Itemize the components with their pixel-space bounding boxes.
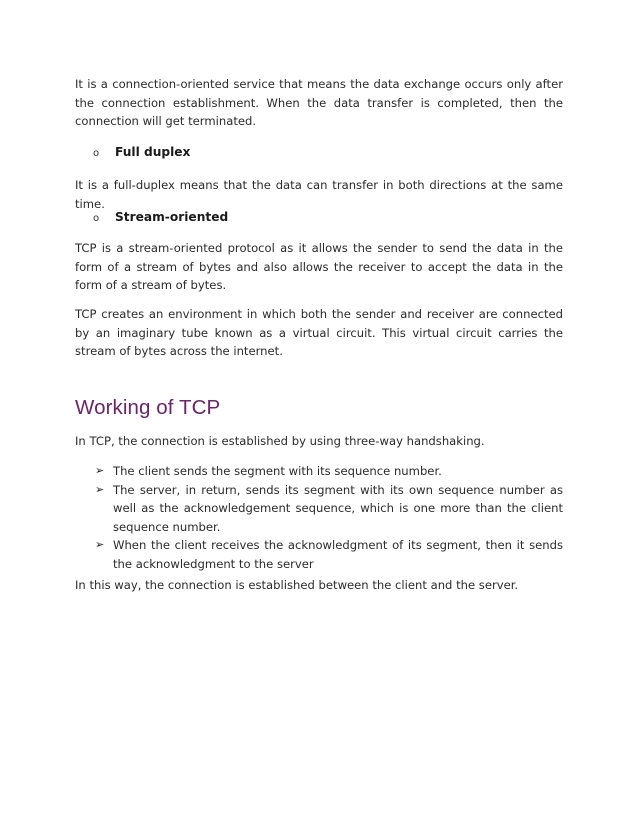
- connection-oriented-paragraph: It is a connection-oriented service that means the data exchange occurs only after the connection establishment. When the data transfer is completed, then the connection will get terminated.: [75, 77, 563, 128]
- list-item: [95, 481, 563, 537]
- circle-bullet-icon: o: [93, 213, 100, 224]
- list-item: [95, 462, 563, 481]
- handshake-steps-list: [95, 462, 563, 573]
- virtual-circuit-paragraph: TCP creates an environment in which both the sender and receiver are connected by an imaginary tube known as a virtual circuit. This virtual circuit carries the stream of bytes across the internet.: [75, 307, 563, 358]
- list-item-text: When the client receives the acknowledgment of its segment, then it sends the acknowledgment to the server: [113, 538, 563, 571]
- full-duplex-paragraph: It is a full-duplex means that the data can transfer in both directions at the same time.: [75, 178, 563, 211]
- stream-oriented-paragraph: TCP is a stream-oriented protocol as it allows the sender to send the data in the form of a stream of bytes and also allows the receiver to accept the data in the form of a stream of bytes.: [75, 241, 563, 292]
- arrow-bullet-icon: ➢: [95, 464, 105, 477]
- sub-item-label: Full duplex: [115, 145, 191, 159]
- sub-item-stream-oriented: [93, 208, 228, 228]
- list-item-text: The server, in return, sends its segment with its own sequence number as well as the acknowledgement sequence, which is one more than the client sequence number.: [113, 482, 563, 534]
- handshake-intro-paragraph: In TCP, the connection is established by using three-way handshaking.: [75, 434, 485, 448]
- arrow-bullet-icon: ➢: [95, 482, 105, 496]
- arrow-bullet-icon: ➢: [95, 538, 105, 551]
- sub-item-full-duplex: [93, 143, 190, 163]
- section-heading: Working of TCP: [75, 396, 221, 419]
- conclusion-paragraph: In this way, the connection is established between the client and the server.: [75, 578, 519, 592]
- list-item-text: The client sends the segment with its sequence number.: [113, 464, 442, 478]
- circle-bullet-icon: o: [93, 148, 100, 159]
- list-item: [95, 536, 563, 573]
- sub-item-label: Stream-oriented: [115, 210, 229, 224]
